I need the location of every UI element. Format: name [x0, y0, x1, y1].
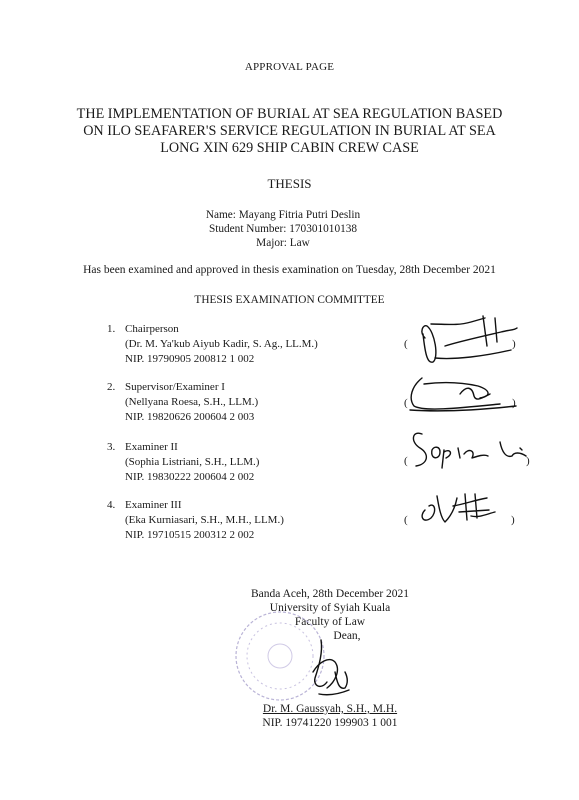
member-nip: NIP. 19790905 200812 1 002 — [125, 353, 255, 365]
thesis-title-line-3: LONG XIN 629 SHIP CABIN CREW CASE — [160, 140, 419, 156]
paren-close: ) — [512, 397, 516, 409]
thesis-title-line-1: THE IMPLEMENTATION OF BURIAL AT SEA REGULATION BASED — [76, 106, 503, 122]
member-name: (Eka Kurniasari, S.H., M.H., LLM.) — [125, 514, 284, 526]
dean-nip: NIP. 19741220 199903 1 001 — [262, 717, 398, 729]
signature-examiner-2 — [408, 424, 533, 472]
member-name: (Nellyana Roesa, S.H., LLM.) — [125, 396, 259, 408]
member-nip: NIP. 19830222 200604 2 002 — [125, 471, 255, 483]
member-number: 3. — [107, 441, 116, 453]
paren-open: ( — [404, 338, 408, 350]
paren-open: ( — [404, 514, 408, 526]
document-type: THESIS — [267, 176, 312, 191]
member-number: 4. — [107, 499, 116, 511]
paren-close: ) — [526, 455, 530, 467]
signature-chairperson — [405, 312, 520, 372]
approval-page-label: APPROVAL PAGE — [244, 61, 335, 73]
examination-statement: Has been examined and approved in thesis examination on Tuesday, 28th December 2021 — [83, 264, 496, 276]
thesis-title-line-2: ON ILO SEAFARER'S SERVICE REGULATION IN BURIAL AT SEA — [83, 123, 496, 139]
paren-open: ( — [404, 397, 408, 409]
university-name: University of Syiah Kuala — [269, 602, 391, 614]
member-number: 1. — [107, 323, 116, 335]
member-role: Examiner III — [125, 499, 182, 511]
dean-name: Dr. M. Gaussyah, S.H., M.H. — [262, 703, 398, 715]
signature-supervisor — [400, 372, 520, 417]
committee-heading: THESIS EXAMINATION COMMITTEE — [194, 294, 385, 306]
member-name: (Dr. M. Ya'kub Aiyub Kadir, S. Ag., LL.M.) — [125, 338, 318, 350]
member-role: Supervisor/Examiner I — [125, 381, 225, 393]
student-number: Student Number: 170301010138 — [208, 223, 358, 235]
signature-dean — [305, 632, 355, 704]
student-major: Major: Law — [256, 237, 310, 249]
member-role: Examiner II — [125, 441, 178, 453]
student-name: Name: Mayang Fitria Putri Deslin — [205, 209, 361, 221]
dean-position: Dean, — [333, 630, 361, 642]
faculty-name: Faculty of Law — [294, 616, 366, 628]
paren-open: ( — [404, 455, 408, 467]
paren-close: ) — [511, 514, 515, 526]
member-role: Chairperson — [125, 323, 179, 335]
signature-examiner-3 — [415, 486, 500, 530]
member-number: 2. — [107, 381, 116, 393]
member-name: (Sophia Listriani, S.H., LLM.) — [125, 456, 260, 468]
member-nip: NIP. 19710515 200312 2 002 — [125, 529, 255, 541]
paren-close: ) — [512, 338, 516, 350]
member-nip: NIP. 19820626 200604 2 003 — [125, 411, 255, 423]
approval-place-date: Banda Aceh, 28th December 2021 — [250, 588, 410, 600]
